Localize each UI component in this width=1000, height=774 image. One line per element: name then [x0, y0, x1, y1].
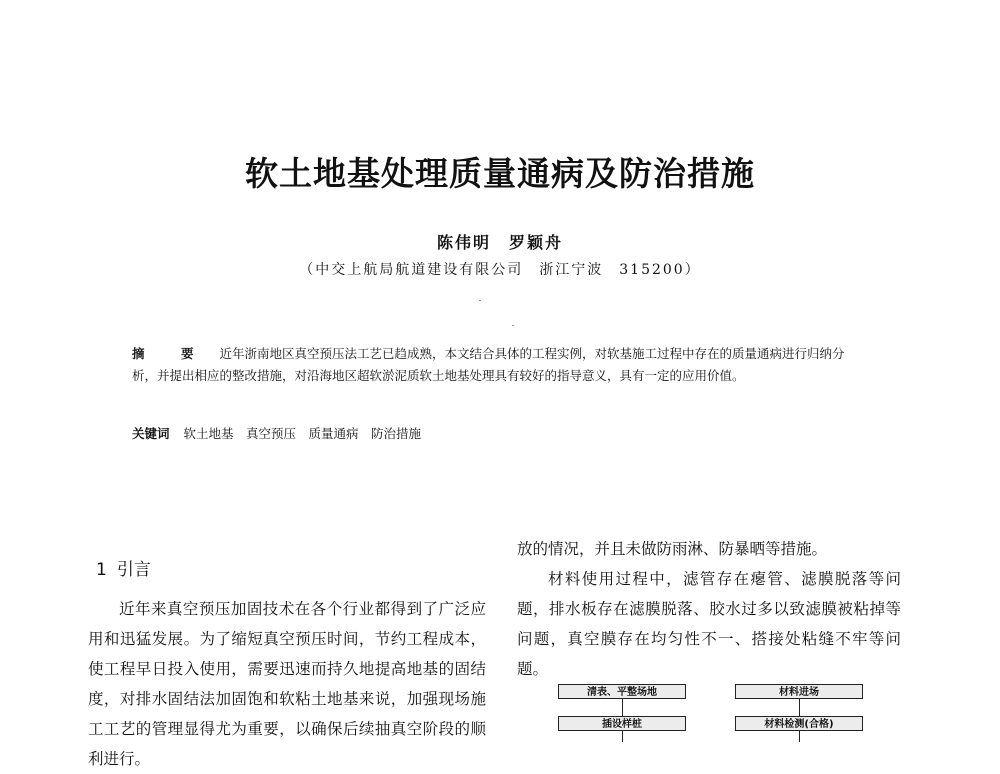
scan-speck	[479, 300, 481, 301]
materials-paragraph: 材料使用过程中，滤管存在瘪管、滤膜脱落等问题，排水板存在滤膜脱落、胶水过多以致滤膜被粘掉等问题，真空膜存在均匀性不一、搭接处粘缝不牢等问题。	[517, 570, 901, 678]
keywords	[132, 423, 868, 445]
intro-paragraph: 近年来真空预压加固技术在各个行业都得到了广泛应用和迅猛发展。为了缩短真空预压时间，节约工程成本，使工程早日投入使用，需要迅速而持久地提高地基的固结度，对排水固结法加固饱和软粘土地基来说，加强现场施工工艺的管理显得尤为重要，以确保后续抽真空阶段的顺利进行。	[88, 600, 486, 768]
flow-connector	[622, 731, 623, 742]
right-column	[517, 534, 901, 684]
section-title: 引言	[116, 560, 151, 580]
flow-box-stake: 插设样桩	[558, 716, 686, 731]
flow-box-material-test: 材料检测(合格)	[735, 716, 863, 731]
flow-box-clearing: 清表、平整场地	[558, 684, 686, 699]
authors: 陈伟明 罗颖舟	[436, 233, 563, 252]
flow-connector	[799, 731, 800, 742]
keywords-label: 关键词	[132, 426, 170, 441]
abstract	[132, 343, 868, 387]
keywords-text: 软土地基 真空预压 质量通病 防治措施	[183, 426, 422, 441]
scan-speck	[512, 325, 514, 326]
flow-connector	[622, 699, 623, 716]
continued-text: 放的情况，并且未做防雨淋、防暴晒等措施。	[517, 540, 828, 558]
paper-title: 软土地基处理质量通病及防治措施	[245, 154, 755, 193]
section-heading	[96, 555, 151, 580]
flow-connector	[799, 699, 800, 716]
section-number: 1	[96, 560, 107, 580]
left-column	[88, 594, 486, 774]
abstract-text: 近年浙南地区真空预压法工艺已趋成熟，本文结合具体的工程实例，对软基施工过程中存在的质量通病进行归纳分析，并提出相应的整改措施，对沿海地区超软淤泥质软土地基处理具有较好的指导意义，具有一定的应用价值。	[132, 346, 845, 383]
affiliation: （中交上航局航道建设有限公司 浙江宁波 315200）	[299, 262, 701, 278]
flow-box-material-arrival: 材料进场	[735, 684, 863, 699]
abstract-label: 摘 要	[132, 346, 206, 361]
